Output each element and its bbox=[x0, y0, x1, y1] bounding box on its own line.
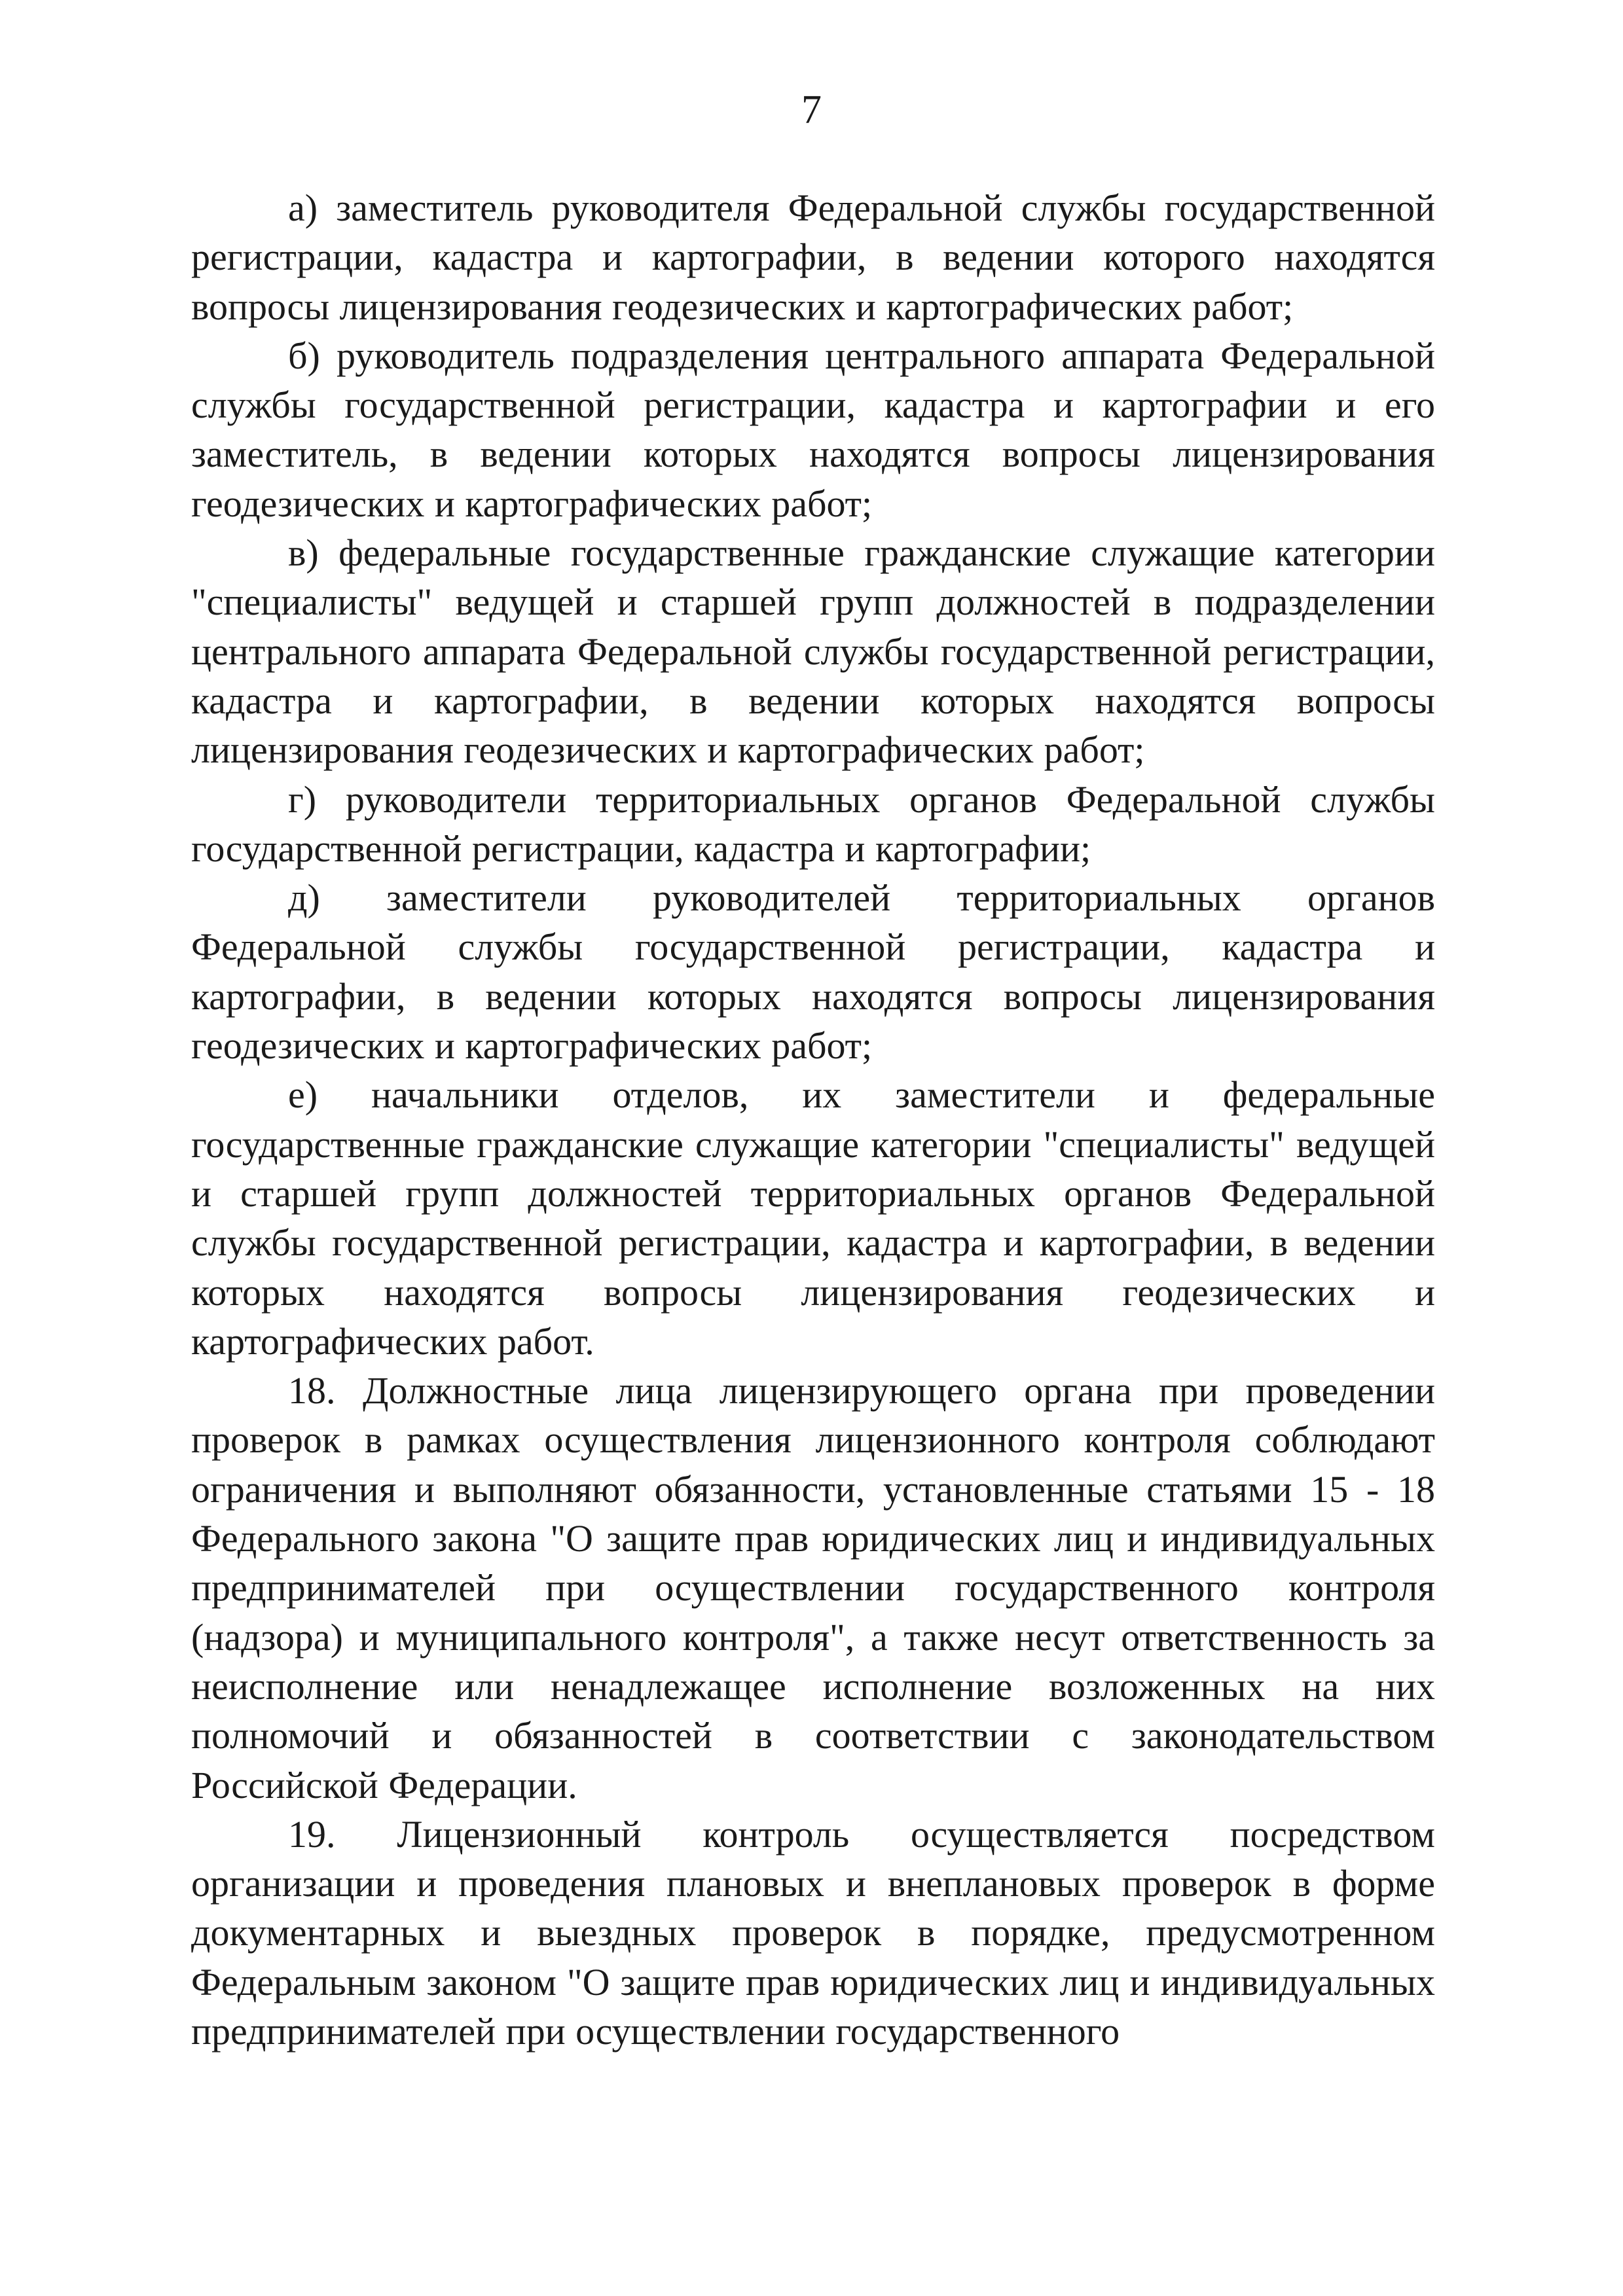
paragraph-g: г) руководители территориальных органов Федеральной службы государственной регистрации, кадастра и картографии; bbox=[191, 778, 1435, 870]
paragraph-18: 18. Должностные лица лицензирующего органа при проведении проверок в рамках осуществления лицензионного контроля соблюдают ограничения и выполняют обязанности, установленные статьями 15 - 18 Федерального закона "О защите прав юридических лиц и индивидуальных предпринимателей при осуществлении государственного контроля (надзора) и муниципального контроля", а также несут ответственность за неисполнение или ненадлежащее исполнение возложенных на них полномочий и обязанностей в соответствии с законодательством Российской Федерации. bbox=[191, 1369, 1435, 1806]
paragraph-d: д) заместители руководителей территориальных органов Федеральной службы государственной регистрации, кадастра и картографии, в ведении которых находятся вопросы лицензирования геодезических и картографических работ; bbox=[191, 876, 1435, 1067]
page-number: 7 bbox=[801, 88, 822, 132]
paragraph-e: е) начальники отделов, их заместители и федеральные государственные гражданские служащие категории "специалисты" ведущей и старшей групп должностей территориальных органов Федеральной службы государственной регистрации, кадастра и картографии, в ведении которых находятся вопросы лицензирования геодезических и картографических работ. bbox=[191, 1073, 1435, 1363]
document-body bbox=[191, 183, 1435, 2056]
paragraph-v: в) федеральные государственные гражданские служащие категории "специалисты" ведущей и старшей групп должностей в подразделении центрального аппарата Федеральной службы государственной регистрации, кадастра и картографии, в ведении которых находятся вопросы лицензирования геодезических и картографических работ; bbox=[191, 531, 1435, 772]
paragraph-b: б) руководитель подразделения центрального аппарата Федеральной службы государственной регистрации, кадастра и картографии и его заместитель, в ведении которых находятся вопросы лицензирования геодезических и картографических работ; bbox=[191, 334, 1435, 525]
paragraph-19: 19. Лицензионный контроль осуществляется посредством организации и проведения плановых и внеплановых проверок в форме документарных и выездных проверок в порядке, предусмотренном Федеральным законом "О защите прав юридических лиц и индивидуальных предпринимателей при осуществлении государственного bbox=[191, 1812, 1435, 2053]
paragraph-a: а) заместитель руководителя Федеральной службы государственной регистрации, кадастра и картографии, в ведении которого находятся вопросы лицензирования геодезических и картографических работ; bbox=[191, 187, 1435, 328]
